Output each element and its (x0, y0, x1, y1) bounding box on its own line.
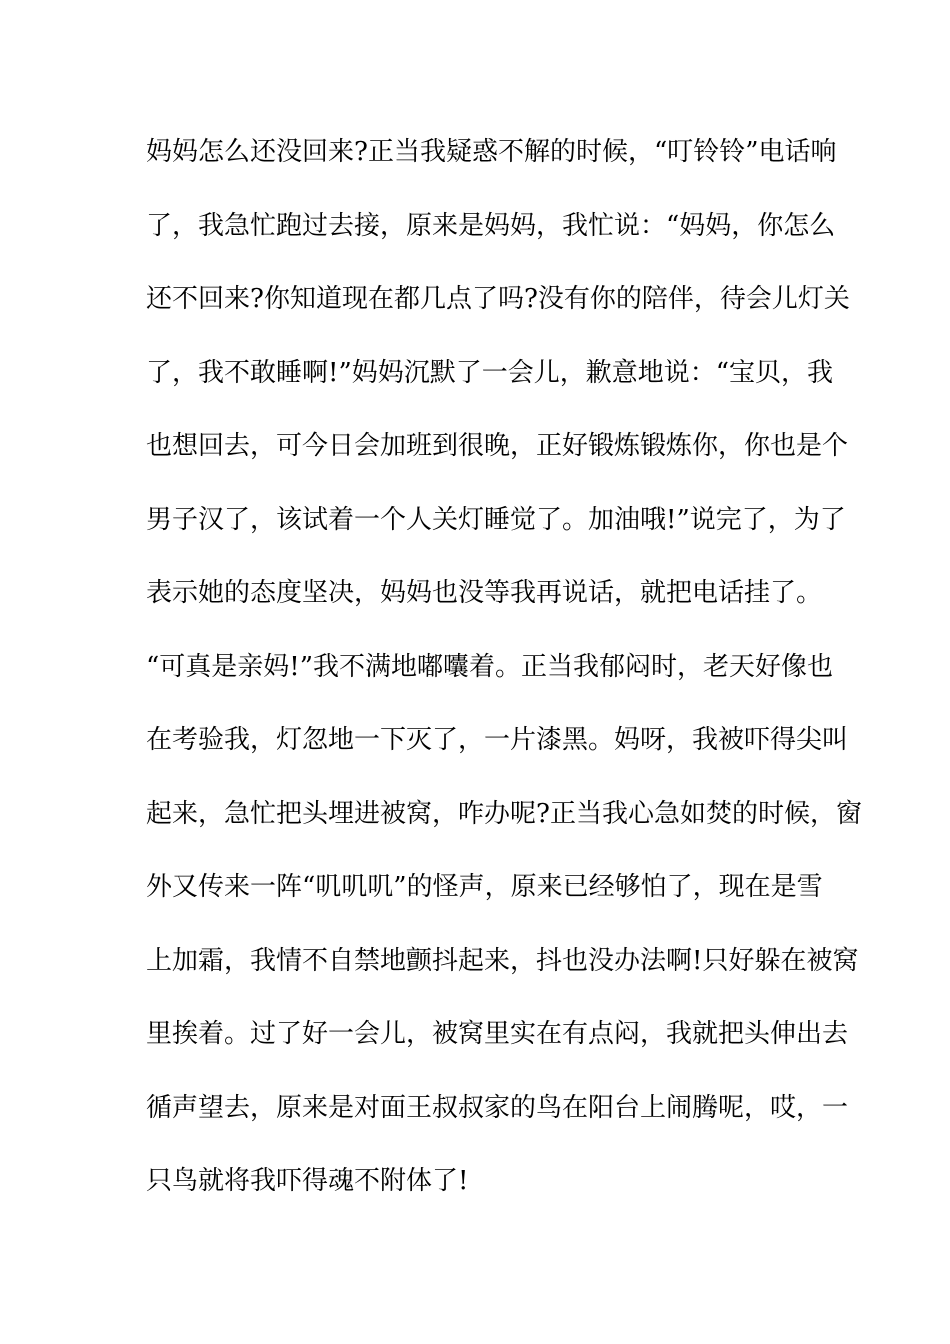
text-line: 男子汉了，该试着一个人关灯睡觉了。加油哦!”说完了，为了 (146, 504, 846, 535)
text-line: 起来，急忙把头埋进被窝，咋办呢?正当我心急如焚的时候，窗 (146, 798, 862, 829)
text-line: 只鸟就将我吓得魂不附体了! (146, 1166, 469, 1196)
text-line: 妈妈怎么还没回来?正当我疑惑不解的时候，“叮铃铃”电话响 (146, 137, 837, 167)
text-line: 表示她的态度坚决，妈妈也没等我再说话，就把电话挂了。 (146, 578, 823, 608)
text-line: 上加霜，我情不自禁地颤抖起来，抖也没办法啊!只好躲在被窝 (146, 945, 859, 976)
text-line: 了，我不敢睡啊!”妈妈沉默了一会儿，歉意地说：“宝贝，我 (146, 357, 834, 388)
text-line: 还不回来?你知道现在都几点了吗?没有你的陪伴，待会儿灯关 (146, 284, 850, 314)
text-line: 在考验我，灯忽地一下灭了，一片漆黑。妈呀，我被吓得尖叫 (146, 725, 849, 755)
text-line: 也想回去，可今日会加班到很晚，正好锻炼锻炼你，你也是个 (146, 431, 849, 461)
text-line: 了，我急忙跑过去接，原来是妈妈，我忙说：“妈妈，你怎么 (146, 210, 836, 241)
text-line: “可真是亲妈!”我不满地嘟囔着。正当我郁闷时，老天好像也 (146, 651, 834, 682)
text-line: 循声望去，原来是对面王叔叔家的鸟在阳台上闹腾呢，哎，一 (146, 1092, 849, 1123)
body-text (146, 132, 862, 1235)
text-line: 里挨着。过了好一会儿，被窝里实在有点闷，我就把头伸出去 (146, 1019, 849, 1049)
text-line: 外又传来一阵“叽叽叽”的怪声，原来已经够怕了，现在是雪 (146, 872, 823, 902)
